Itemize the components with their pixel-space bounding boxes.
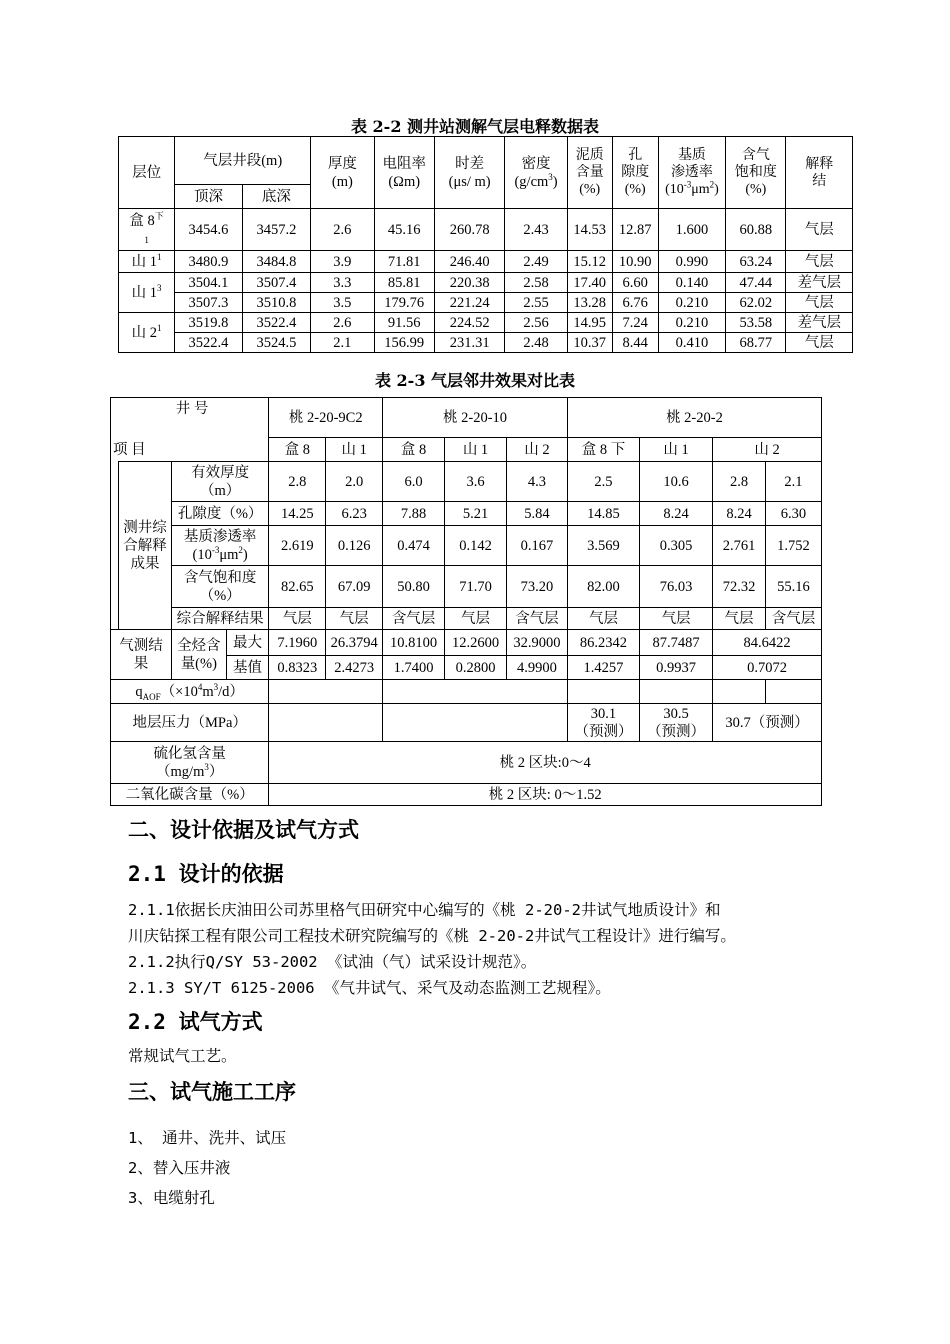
max-label: 最大 (226, 630, 269, 656)
table-row (111, 502, 822, 526)
cell: 2.49 (505, 251, 567, 273)
cell: 8.24 (640, 502, 713, 526)
cell: 4.9900 (506, 656, 567, 680)
cell: 2.48 (505, 333, 567, 353)
cell: 2.56 (505, 313, 567, 333)
cell: 12.87 (612, 209, 658, 251)
cell (383, 680, 568, 704)
cell: 6.23 (326, 502, 383, 526)
cell: 2.58 (505, 273, 567, 293)
table-row (111, 462, 822, 502)
cell: 10.8100 (383, 630, 445, 656)
cell: 179.76 (374, 293, 434, 313)
th-density: 密度 $(g/cm^3)$ (505, 137, 567, 209)
cell: 3.3 (311, 273, 374, 293)
layer-label: 山 2 (713, 438, 822, 462)
cell: 8.24 (713, 502, 766, 526)
paragraph: 2.1.3 SY/T 6125-2006 《气井试气、采气及动态监测工艺规程》。 (128, 979, 611, 997)
cell: 63.24 (726, 251, 786, 273)
row-label-co2: 二氧化碳含量（%） (111, 784, 269, 806)
cell: 10.90 (612, 251, 658, 273)
cell: 0.8323 (269, 656, 326, 680)
cell: 91.56 (374, 313, 434, 333)
cell: 55.16 (765, 566, 821, 608)
cell: 7.24 (612, 313, 658, 333)
cell (640, 680, 713, 704)
cell: 桃 2 区块:0～4 (269, 742, 822, 784)
table-row (111, 704, 822, 742)
row-label-h2s: 硫化氢含量 $(mg/m^3)$ (111, 742, 269, 784)
cell: 26.3794 (326, 630, 383, 656)
row-label-permeability: 基质渗透率 $(10^{-3}\mu m^2)$ (171, 526, 268, 566)
cell: 气层 (269, 608, 326, 630)
cell: 3510.8 (242, 293, 310, 313)
cell: 32.9000 (506, 630, 567, 656)
cell: 0.474 (383, 526, 445, 566)
th-layer: 层位 (119, 137, 175, 209)
cell: 3507.4 (242, 273, 310, 293)
cell: 2.1 (311, 333, 374, 353)
layer-shan1-3: 山 $1^3$ (119, 273, 175, 313)
cell: 3484.8 (242, 251, 310, 273)
cell: 85.81 (374, 273, 434, 293)
row-label-pressure: 地层压力（MPa） (111, 704, 269, 742)
cell: 14.85 (567, 502, 639, 526)
heading-basis: 2.1 设计的依据 (128, 862, 284, 886)
cell: 30.1 （预测） (567, 704, 639, 742)
cell: 差气层 (786, 273, 853, 293)
cell: 0.410 (658, 333, 725, 353)
cell: 260.78 (434, 209, 505, 251)
paragraph: 2.1.1依据长庆油田公司苏里格气田研究中心编写的《桃 2-20-2井试气地质设计》和 (128, 901, 721, 919)
cell: 7.88 (383, 502, 445, 526)
cell: 220.38 (434, 273, 505, 293)
cell: 6.76 (612, 293, 658, 313)
paragraph: 2.1.2执行Q/SY 53-2002 《试油（气）试采设计规范》。 (128, 953, 537, 971)
th-thickness: 厚度 (m) (311, 137, 374, 209)
cell: 3504.1 (175, 273, 242, 293)
cell: 2.1 (765, 462, 821, 502)
cell: 3522.4 (242, 313, 310, 333)
cell: 6.60 (612, 273, 658, 293)
cell: 68.77 (726, 333, 786, 353)
cell: 3.6 (445, 462, 507, 502)
table-row (119, 251, 853, 273)
layer-label: 盒 8 下 (567, 438, 639, 462)
cell: 246.40 (434, 251, 505, 273)
heading-design-basis: 二、设计依据及试气方式 (128, 818, 359, 842)
cell: 224.52 (434, 313, 505, 333)
paragraph: 常规试气工艺。 (128, 1047, 237, 1065)
th-permeability: 基质 渗透率 $(10^{-3}\mu m^2)$ (658, 137, 725, 209)
layer-label: 山 1 (326, 438, 383, 462)
cell: 2.4273 (326, 656, 383, 680)
cell (269, 704, 383, 742)
cell: 6.0 (383, 462, 445, 502)
list-item: 1、 通井、洗井、试压 (128, 1129, 287, 1147)
cell: 含气层 (765, 608, 821, 630)
cell: 3454.6 (175, 209, 242, 251)
cell: 6.30 (765, 502, 821, 526)
cell: 2.6 (311, 209, 374, 251)
cell: 1.752 (765, 526, 821, 566)
cell: 0.7072 (713, 656, 822, 680)
cell: 76.03 (640, 566, 713, 608)
layer-label: 山 2 (506, 438, 567, 462)
cell: 17.40 (567, 273, 612, 293)
cell: 30.7（预测） (713, 704, 822, 742)
cell: 72.32 (713, 566, 766, 608)
cell: 气层 (786, 333, 853, 353)
cell: 气层 (786, 209, 853, 251)
th-top-depth: 顶深 (175, 185, 242, 209)
cell: 2.55 (505, 293, 567, 313)
base-label: 基值 (226, 656, 269, 680)
cell (765, 680, 821, 704)
cell: 156.99 (374, 333, 434, 353)
table-2-2-caption: 表 2-2 测井站测解气层电释数据表 (350, 117, 600, 136)
row-label-qaof: $q_{AOF}(\times 10^4m^3/d)$ (111, 680, 269, 704)
cell: 2.5 (567, 462, 639, 502)
cell: 3.5 (311, 293, 374, 313)
table-row (111, 630, 822, 656)
cell (383, 704, 568, 742)
cell: 71.81 (374, 251, 434, 273)
cell: 84.6422 (713, 630, 822, 656)
table-row (119, 209, 853, 251)
cell: 1.600 (658, 209, 725, 251)
well-3: 桃 2-20-2 (567, 398, 821, 438)
table-row (119, 293, 853, 313)
cell: 1.4257 (567, 656, 639, 680)
cell: 0.167 (506, 526, 567, 566)
table-row (111, 566, 822, 608)
cell: 47.44 (726, 273, 786, 293)
cell: 2.6 (311, 313, 374, 333)
cell: 3522.4 (175, 333, 242, 353)
cell: 2.0 (326, 462, 383, 502)
cell (713, 680, 766, 704)
cell: 73.20 (506, 566, 567, 608)
cell: 2.43 (505, 209, 567, 251)
cell: 2.8 (713, 462, 766, 502)
layer-he8: 盒 $8^下$ 1 (119, 209, 175, 251)
cell: 13.28 (567, 293, 612, 313)
layer-shan2-1: 山 $2^1$ (119, 313, 175, 353)
cell: 71.70 (445, 566, 507, 608)
cell: 5.21 (445, 502, 507, 526)
cell: 45.16 (374, 209, 434, 251)
cell: 气层 (567, 608, 639, 630)
th-porosity: 孔 隙度 (%) (612, 137, 658, 209)
th-mud: 泥质 含量 (%) (567, 137, 612, 209)
well-1: 桃 2-20-9C2 (269, 398, 383, 438)
cell: 0.142 (445, 526, 507, 566)
cell: 5.84 (506, 502, 567, 526)
cell: 气层 (640, 608, 713, 630)
row-label-interpretation: 综合解释结果 (171, 608, 268, 630)
cell: 14.25 (269, 502, 326, 526)
th-segment: 气层井段(m) (175, 137, 311, 185)
cell: 0.210 (658, 293, 725, 313)
cell: 2.761 (713, 526, 766, 566)
cell (567, 680, 639, 704)
cell: 含气层 (383, 608, 445, 630)
cell: 14.53 (567, 209, 612, 251)
th-interpretation: 解释 结 (786, 137, 853, 209)
table-row (111, 784, 822, 806)
cell: 60.88 (726, 209, 786, 251)
cell: 1.7400 (383, 656, 445, 680)
cell: 8.44 (612, 333, 658, 353)
th-resistivity: 电阻率 (Ωm) (374, 137, 434, 209)
cell: 50.80 (383, 566, 445, 608)
cell: 231.31 (434, 333, 505, 353)
th-bottom-depth: 底深 (242, 185, 310, 209)
cell (269, 680, 383, 704)
layer-label: 盒 8 (383, 438, 445, 462)
table-row (111, 526, 822, 566)
table-2-3 (110, 397, 822, 806)
cell: 86.2342 (567, 630, 639, 656)
corner-header: 井 号 项 目 (111, 398, 269, 462)
hc-label: 全烃含 量(%) (171, 630, 226, 680)
table-row (111, 742, 822, 784)
cell: 0.126 (326, 526, 383, 566)
layer-label: 山 1 (640, 438, 713, 462)
cell: 2.8 (269, 462, 326, 502)
cell: 0.305 (640, 526, 713, 566)
cell: 87.7487 (640, 630, 713, 656)
cell: 82.65 (269, 566, 326, 608)
layer-label: 山 1 (445, 438, 507, 462)
cell: 7.1960 (269, 630, 326, 656)
cell: 0.990 (658, 251, 725, 273)
layer-shan1-1: 山 $1^1$ (119, 251, 175, 273)
cell: 14.95 (567, 313, 612, 333)
cell: 气层 (326, 608, 383, 630)
table-row (111, 608, 822, 630)
paragraph: 川庆钻探工程有限公司工程技术研究院编写的《桃 2-20-2井试气工程设计》进行编写。 (128, 927, 736, 945)
cell: 3519.8 (175, 313, 242, 333)
table-row (111, 680, 822, 704)
cell: 桃 2 区块: 0～1.52 (269, 784, 822, 806)
cell: 12.2600 (445, 630, 507, 656)
cell: 气层 (445, 608, 507, 630)
group-gas-logging: 气测结 果 (111, 630, 172, 680)
cell: 3.569 (567, 526, 639, 566)
list-item: 2、替入压井液 (128, 1159, 231, 1177)
cell: 2.619 (269, 526, 326, 566)
cell: 3457.2 (242, 209, 310, 251)
cell: 30.5 （预测） (640, 704, 713, 742)
cell: 气层 (786, 293, 853, 313)
well-2: 桃 2-20-10 (383, 398, 568, 438)
row-label-thickness: 有效厚度 （m） (171, 462, 268, 502)
cell: 82.00 (567, 566, 639, 608)
cell: 10.6 (640, 462, 713, 502)
cell: 4.3 (506, 462, 567, 502)
cell: 67.09 (326, 566, 383, 608)
cell: 62.02 (726, 293, 786, 313)
cell: 3480.9 (175, 251, 242, 273)
cell: 221.24 (434, 293, 505, 313)
cell: 15.12 (567, 251, 612, 273)
table-row (119, 313, 853, 333)
table-2-2 (118, 136, 853, 353)
heading-method: 2.2 试气方式 (128, 1010, 263, 1034)
cell: 差气层 (786, 313, 853, 333)
cell: 53.58 (726, 313, 786, 333)
th-time: 时差 (μs/ m) (434, 137, 505, 209)
row-label-porosity: 孔隙度（%） (171, 502, 268, 526)
layer-label: 盒 8 (269, 438, 326, 462)
cell: 0.2800 (445, 656, 507, 680)
cell: 气层 (786, 251, 853, 273)
cell: 0.140 (658, 273, 725, 293)
table-2-3-caption: 表 2-3 气层邻井效果对比表 (374, 371, 576, 390)
list-item: 3、电缆射孔 (128, 1189, 215, 1207)
th-saturation: 含气 饱和度 (%) (726, 137, 786, 209)
cell: 3524.5 (242, 333, 310, 353)
cell: 0.210 (658, 313, 725, 333)
heading-procedure: 三、试气施工工序 (128, 1080, 296, 1104)
cell: 3507.3 (175, 293, 242, 313)
cell: 0.9937 (640, 656, 713, 680)
row-label-saturation: 含气饱和度 （%） (171, 566, 268, 608)
cell: 气层 (713, 608, 766, 630)
table-row (119, 273, 853, 293)
cell: 3.9 (311, 251, 374, 273)
cell: 含气层 (506, 608, 567, 630)
group-log-result: 测井综 合解释 成果 (119, 462, 172, 630)
cell: 10.37 (567, 333, 612, 353)
table-row (119, 333, 853, 353)
